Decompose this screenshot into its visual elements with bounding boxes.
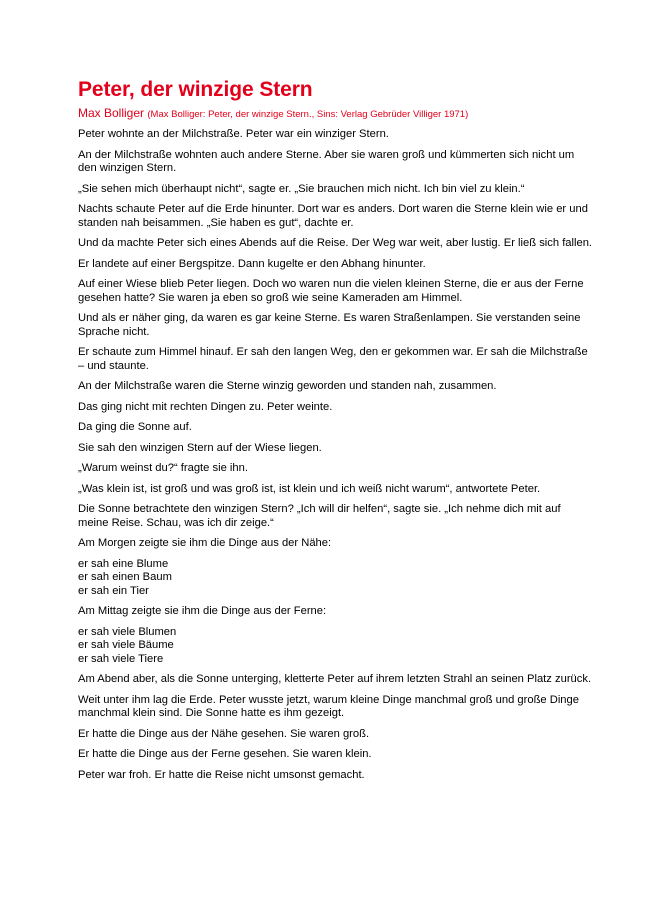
paragraph: Und als er näher ging, da waren es gar keine Sterne. Es waren Straßenlampen. Sie verstanden seine Sprache nicht. [78, 312, 581, 338]
byline [78, 106, 593, 122]
paragraph: „Was klein ist, ist groß und was groß ist, ist klein und ich weiß nicht warum“, antwortete Peter. [78, 482, 541, 495]
paragraph: Er hatte die Dinge aus der Ferne gesehen. Sie waren klein. [78, 748, 372, 760]
paragraph: Am Mittag zeigte sie ihm die Dinge aus der Ferne: [78, 605, 327, 617]
list-far [78, 626, 593, 667]
source-citation: (Max Bolliger: Peter, der winzige Stern., Sins: Verlag Gebrüder Villiger 1971) [147, 109, 469, 120]
paragraph: Auf einer Wiese blieb Peter liegen. Doch wo waren nun die vielen kleinen Sterne, die er aus der Ferne gesehen hatte? Sie waren ja eben so groß wie seine Kameraden am Himmel. [78, 278, 584, 304]
paragraph: „Sie sehen mich überhaupt nicht“, sagte er. „Sie brauchen mich nicht. Ich bin viel zu klein.“ [78, 182, 525, 195]
paragraph: Er schaute zum Himmel hinauf. Er sah den langen Weg, den er gekommen war. Er sah die Milchstraße – und staunte. [78, 346, 588, 372]
paragraph: Am Abend aber, als die Sonne unterging, kletterte Peter auf ihrem letzten Strahl an seinen Platz zurück. [78, 673, 592, 685]
paragraph: Er landete auf einer Bergspitze. Dann kugelte er den Abhang hinunter. [78, 257, 426, 270]
list-item: er sah eine Blume [78, 557, 169, 570]
list-near [78, 558, 593, 599]
paragraph: Weit unter ihm lag die Erde. Peter wusste jetzt, warum kleine Dinge manchmal groß und große Dinge manchmal klein sind. Die Sonne hatte es ihm gezeigt. [78, 693, 579, 719]
paragraph: Und da machte Peter sich eines Abends auf die Reise. Der Weg war weit, aber lustig. Er ließ sich fallen. [78, 237, 593, 249]
list-item: er sah ein Tier [78, 584, 149, 597]
paragraph: „Warum weinst du?“ fragte sie ihn. [78, 462, 248, 474]
list-item: er sah viele Bäume [78, 639, 174, 651]
paragraph: An der Milchstraße waren die Sterne winzig geworden und standen nah, zusammen. [78, 380, 497, 392]
list-item: er sah viele Tiere [78, 652, 164, 665]
document-title: Peter, der winzige Stern [78, 78, 313, 101]
document-page [78, 78, 593, 789]
paragraph: Peter war froh. Er hatte die Reise nicht umsonst gemacht. [78, 768, 365, 781]
paragraph: Am Morgen zeigte sie ihm die Dinge aus der Nähe: [78, 537, 332, 549]
list-item: er sah einen Baum [78, 571, 172, 583]
paragraph: Peter wohnte an der Milchstraße. Peter war ein winziger Stern. [78, 128, 389, 140]
paragraph: Da ging die Sonne auf. [78, 421, 192, 433]
paragraph: Sie sah den winzigen Stern auf der Wiese liegen. [78, 441, 322, 454]
paragraph: Er hatte die Dinge aus der Nähe gesehen. Sie waren groß. [78, 727, 370, 740]
paragraph: Nachts schaute Peter auf die Erde hinunter. Dort war es anders. Dort waren die Sterne klein wie er und standen nah beisammen. „Sie haben es gut“, dachte er. [78, 203, 588, 229]
author-name: Max Bolliger [78, 106, 145, 120]
paragraph: Die Sonne betrachtete den winzigen Stern? „Ich will dir helfen“, sagte sie. „Ich nehme dich mit auf meine Reise. Schau, was ich dir zeige.“ [78, 503, 561, 529]
paragraph: Das ging nicht mit rechten Dingen zu. Peter weinte. [78, 400, 333, 413]
paragraph: An der Milchstraße wohnten auch andere Sterne. Aber sie waren groß und kümmerten sich nicht um den winzigen Stern. [78, 148, 575, 174]
list-item: er sah viele Blumen [78, 625, 177, 638]
